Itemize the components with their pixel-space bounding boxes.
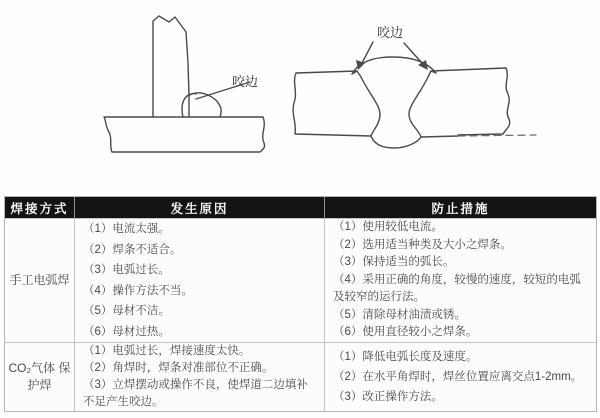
cause-line: （3）立焊摆动或操作不良，使焊道二边填补不足产生咬边。 — [83, 379, 308, 409]
undercut-table — [4, 196, 597, 412]
measures-co2-shielded — [325, 343, 596, 411]
measure-line: （4）采用正确的角度，较慢的速度，较短的电弧及较窄的运行法。 — [333, 273, 581, 304]
measure-line: （6）使用直径较小之焊条。 — [333, 326, 478, 339]
base-plate — [104, 117, 265, 152]
measure-line: （5）清除母材油渍或锈。 — [333, 308, 466, 321]
weld-root — [371, 136, 421, 148]
causes-co2-shielded — [75, 343, 325, 411]
measure-line: （1）降低电弧长度及速度。 — [333, 351, 478, 363]
measure-line: （1）使用较低电流。 — [333, 221, 443, 234]
measure-line: （3）保持适当的弧长。 — [333, 256, 455, 269]
fillet-weld-diagram — [104, 16, 265, 152]
cause-line: （4）操作方法不当。 — [83, 284, 193, 297]
method-manual-arc: 手工电弧焊 — [5, 219, 75, 343]
measure-line: （2）选用适当种类及大小之焊条。 — [333, 238, 512, 251]
left-plate — [293, 71, 371, 136]
measure-line: （2）在水平角焊时，焊丝位置应离交点1-2mm。 — [333, 371, 583, 383]
cause-line: （1）电弧过长，焊接速度太快。 — [83, 344, 251, 357]
causes-manual-arc — [75, 219, 325, 343]
header-prevention: 防止措施 — [325, 197, 596, 219]
right-groove-face — [409, 77, 428, 137]
arrow-right-shaft — [404, 43, 422, 63]
right-plate — [421, 68, 510, 137]
measures-manual-arc — [325, 219, 596, 343]
undercut-label-right: 咬边 — [377, 25, 404, 40]
butt-weld-diagram — [293, 25, 536, 148]
header-welding-method: 焊接方式 — [5, 197, 75, 219]
left-groove-face — [361, 77, 380, 136]
cause-line: （2）角焊时，焊条对准部位不正确。 — [83, 361, 274, 374]
header-causes: 发生原因 — [75, 197, 325, 219]
undercut-diagrams — [0, 0, 600, 192]
cause-line: （1）电流太强。 — [83, 223, 170, 235]
measure-line: （3）改正操作方法。 — [333, 391, 443, 403]
method-co2-shielded: CO₂气体 保护焊 — [5, 343, 75, 411]
cause-line: （5）母材不洁。 — [83, 305, 170, 317]
undercut-label-left: 咬边 — [232, 74, 259, 89]
weld-bead — [182, 93, 221, 117]
cause-line: （3）电弧过长。 — [83, 264, 170, 276]
cause-line: （6）母材过热。 — [83, 325, 170, 338]
cause-line: （2）焊条不适合。 — [83, 243, 182, 256]
